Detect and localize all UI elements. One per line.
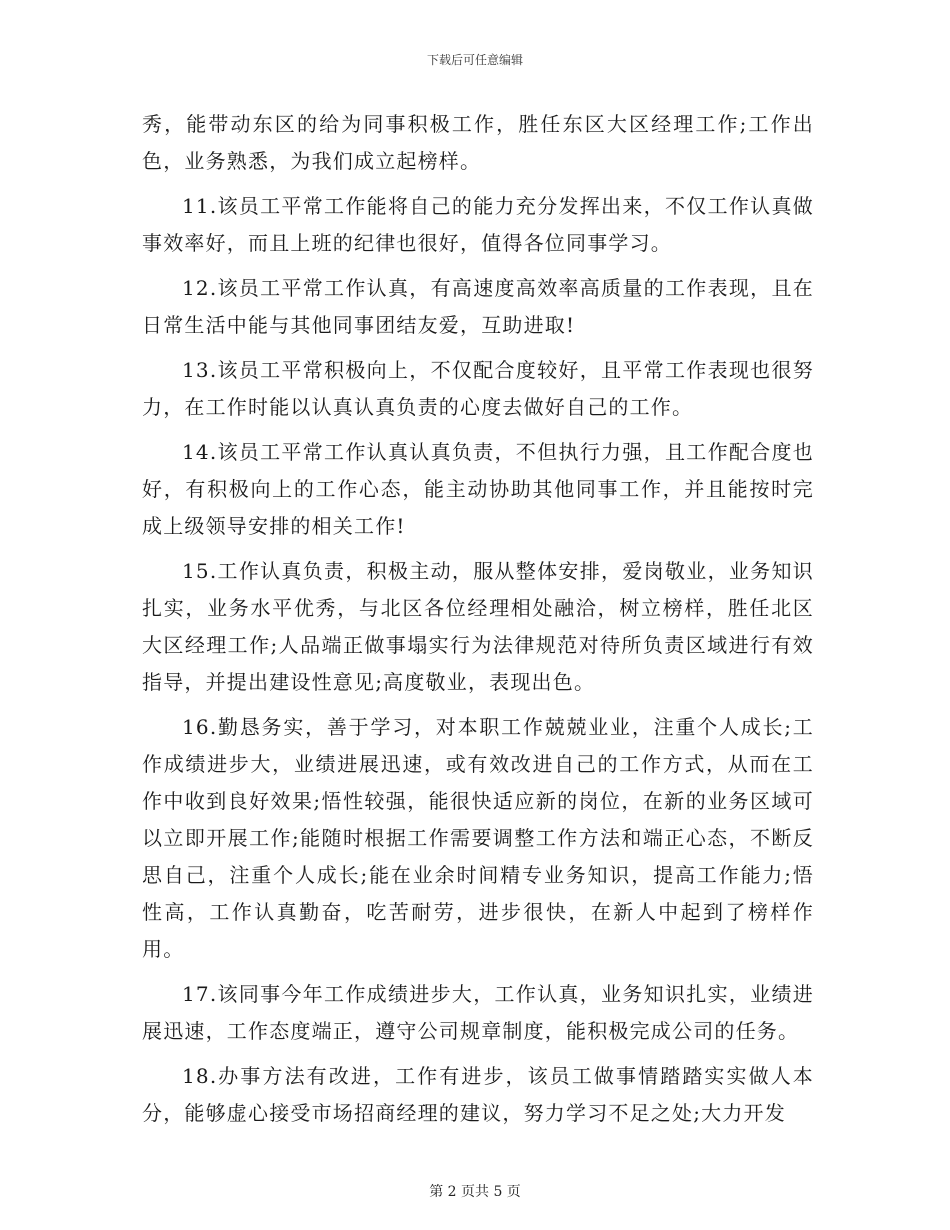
paragraph-item-12: 12.该员工平常工作认真，有高速度高效率高质量的工作表现，且在日常生活中能与其他同事团结友爱，互助进取! <box>142 276 814 337</box>
paragraph-continuation: 秀，能带动东区的给为同事积极工作，胜任东区大区经理工作;工作出色，业务熟悉，为我们成立起榜样。 <box>142 112 814 173</box>
document-body <box>142 106 814 1140</box>
paragraph-item-13: 13.该员工平常积极向上，不仅配合度较好，且平常工作表现也很努力，在工作时能以认真认真负责的心度去做好自己的工作。 <box>142 358 814 419</box>
paragraph-item-17: 17.该同事今年工作成绩进步大，工作认真，业务知识扎实，业绩进展迅速，工作态度端正，遵守公司规章制度，能积极完成公司的任务。 <box>142 982 814 1043</box>
page-number-footer: 第 2 页共 5 页 <box>429 1184 521 1200</box>
paragraph-item-16: 16.勤恳务实，善于学习，对本职工作兢兢业业，注重个人成长;工作成绩进步大，业绩进展迅速，或有效改进自己的工作方式，从而在工作中收到良好效果;悟性较强，能很快适应新的岗位，在新的业务区域可以立即开展工作;能随时根据工作需要调整工作方法和端正心态，不断反思自己，注重个人成长;能在业余时间精专业务知识，提高工作能力;悟性高，工作认真勤奋，吃苦耐劳，进步很快，在新人中起到了榜样作用。 <box>142 715 814 961</box>
paragraph-item-14: 14.该员工平常工作认真认真负责，不但执行力强，且工作配合度也好，有积极向上的工作心态，能主动协助其他同事工作，并且能按时完成上级领导安排的相关工作! <box>142 440 814 538</box>
paragraph-item-15: 15.工作认真负责，积极主动，服从整体安排，爱岗敬业，业务知识扎实，业务水平优秀，与北区各位经理相处融洽，树立榜样，胜任北区大区经理工作;人品端正做事塌实行为法律规范对待所负责区域进行有效指导，并提出建设性意见;高度敬业，表现出色。 <box>142 559 814 694</box>
page-header: 下载后可任意编辑 <box>426 53 523 67</box>
paragraph-item-18: 18.办事方法有改进，工作有进步，该员工做事情踏踏实实做人本分，能够虚心接受市场招商经理的建议，努力学习不足之处;大力开发 <box>142 1064 814 1125</box>
paragraph-item-11: 11.该员工平常工作能将自己的能力充分发挥出来，不仅工作认真做事效率好，而且上班的纪律也很好，值得各位同事学习。 <box>142 194 814 255</box>
